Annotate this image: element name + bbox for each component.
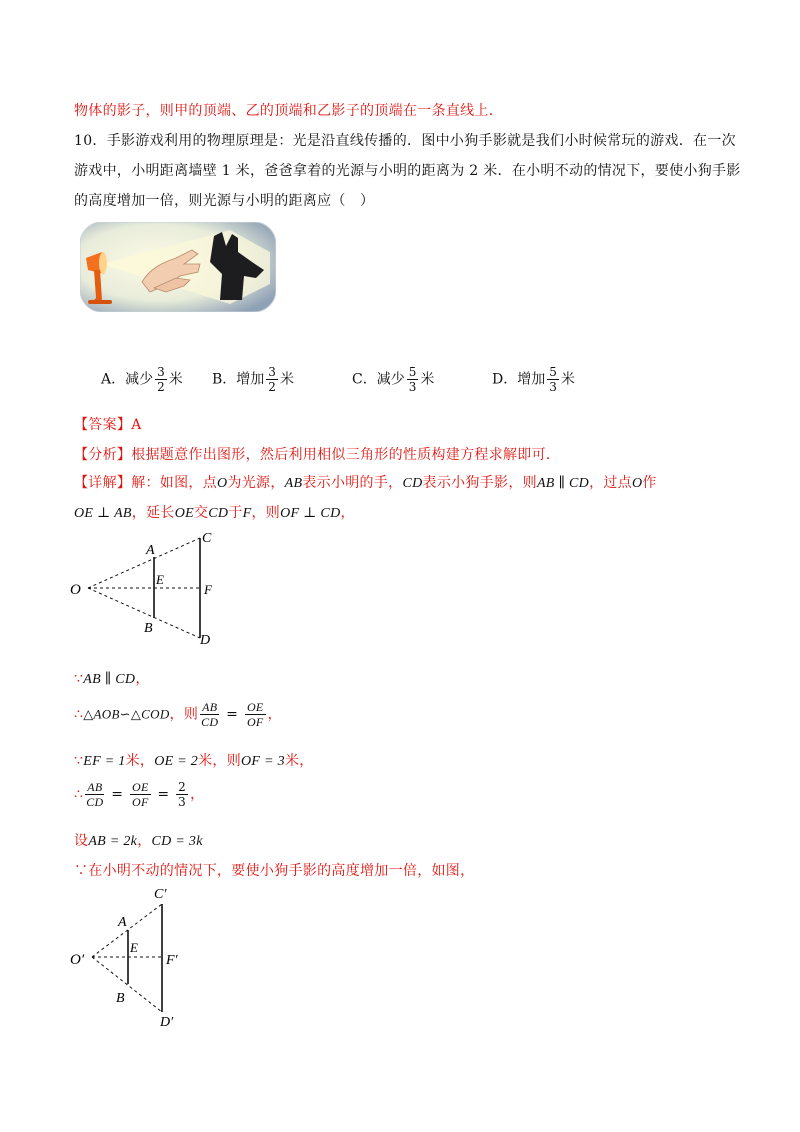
option-b-unit: 米 <box>279 371 294 388</box>
option-d-num: 5 <box>549 365 557 379</box>
step-text: ， <box>135 671 150 687</box>
math-perp-oe-ab: OE ⊥ AB <box>74 506 132 521</box>
step-text: 设 <box>74 833 89 849</box>
label-f: F <box>204 582 212 597</box>
frac-num: 2 <box>178 780 187 794</box>
option-d-label: D．增加 <box>492 371 546 388</box>
detail-text: ，延长 <box>131 505 175 521</box>
math-cd: CD <box>402 476 423 491</box>
label-a: A <box>118 915 127 930</box>
option-c-num: 5 <box>408 365 417 379</box>
math-o: O <box>217 476 228 491</box>
label-e: E <box>130 940 138 955</box>
detail-text: 表示小狗手影，则 <box>422 475 537 491</box>
question-line-3: 的高度增加一倍，则光源与小明的距离应（ ） <box>74 193 375 209</box>
step-text: ， <box>267 706 282 723</box>
detail-text: 作 <box>642 475 657 491</box>
analysis-tag: 【分析】 <box>74 447 132 463</box>
math-oe: OE = 2 <box>154 754 199 769</box>
detail-tag: 【详解】 <box>74 475 132 491</box>
frac-num: OE <box>132 780 149 794</box>
triangle-diagram-2 <box>66 884 206 1032</box>
option-a-unit: 米 <box>168 371 183 388</box>
frac-num: AB <box>87 780 103 794</box>
math-parallel: AB ∥ CD <box>83 672 136 687</box>
detail-text: ， <box>340 505 355 521</box>
answer-value: A <box>131 417 142 433</box>
analysis-text: 根据题意作出图形，然后利用相似三角形的性质构建方程求解即可． <box>131 447 561 463</box>
question-line-1 <box>74 130 736 150</box>
lamp-dog-shadow-icon <box>80 222 276 312</box>
detail-text: 为光源， <box>227 475 285 491</box>
option-a[interactable] <box>101 365 183 394</box>
label-f-prime: F′ <box>166 953 178 968</box>
answer-tag: 【答案】 <box>74 417 132 433</box>
detail-text: 解：如图，点 <box>131 475 218 491</box>
step-text: 米， <box>125 753 155 769</box>
math-f: F <box>242 506 252 521</box>
detail-text: 表示小明的手， <box>302 475 403 491</box>
detail-line-1 <box>74 472 657 492</box>
option-b-num: 3 <box>268 365 276 379</box>
frac-num: OE <box>246 700 264 714</box>
math-cd: CD <box>208 506 229 521</box>
math-perp-of-cd: OF ⊥ CD <box>280 506 341 521</box>
analysis-line <box>74 444 560 464</box>
detail-line-2 <box>74 502 355 522</box>
frac-den: 3 <box>178 795 187 809</box>
step-text: 米，则 <box>198 753 242 769</box>
step-text: ，则 <box>169 706 199 723</box>
label-d: D <box>200 633 211 648</box>
label-b: B <box>144 621 153 636</box>
step-text: ， <box>137 833 152 849</box>
label-c: C <box>202 531 212 546</box>
math-parallel: AB ∥ CD <box>536 476 590 491</box>
question-line-2: 游戏中，小明距离墙壁 1 米，爸爸拿着的光源与小明的距离为 2 米．在小明不动的情况下，要使小狗手影 <box>74 163 741 179</box>
label-c-prime: C′ <box>154 887 167 902</box>
detail-text: ，过点 <box>589 475 632 491</box>
math-o: O <box>631 476 643 491</box>
label-e: E <box>156 572 164 587</box>
step-text: ， <box>190 786 205 803</box>
label-b: B <box>116 991 125 1006</box>
intro-line: 物体的影子，则甲的顶端、乙的顶端和乙影子的顶端在一条直线上． <box>74 103 503 119</box>
option-b[interactable] <box>212 365 294 394</box>
question-text-1: 手影游戏利用的物理原理是：光是沿直线传播的．图中小狗手影就是我们小时候常玩的游戏．在一次 <box>106 133 736 149</box>
math-ab: AB <box>284 476 303 491</box>
frac-den: OF <box>132 795 149 809</box>
option-c-den: 3 <box>408 380 417 394</box>
option-a-fraction <box>155 365 167 394</box>
fraction-2-3 <box>176 780 188 809</box>
math-ef: EF = 1 <box>83 754 126 769</box>
math-oe: OE <box>174 506 194 521</box>
option-b-label: B．增加 <box>212 371 265 388</box>
frac-den: CD <box>86 795 104 809</box>
because-symbol: ∵ <box>74 753 84 769</box>
frac-num: AB <box>202 700 218 714</box>
option-c-label: C．减少 <box>352 371 405 388</box>
question-number: 10． <box>74 133 107 149</box>
step-2: ∴△AOB∽△COD，则 $\frac{AB}{CD}$ = $\frac{OE}{OF}$ ， <box>74 700 282 729</box>
math-cd-3k: CD = 3k <box>151 834 203 849</box>
therefore-symbol: ∴ <box>74 706 84 723</box>
math-similar-triangles: △AOB∽△COD <box>83 706 170 722</box>
option-a-label: A．减少 <box>101 371 154 388</box>
option-c[interactable] <box>352 365 434 394</box>
option-b-fraction <box>266 365 278 394</box>
label-o-prime: O′ <box>70 952 85 968</box>
therefore-symbol: ∴ <box>74 786 84 803</box>
option-d-unit: 米 <box>560 371 575 388</box>
detail-text: 于 <box>228 505 243 521</box>
detail-text: ，则 <box>251 505 281 521</box>
frac-den: OF <box>246 715 264 729</box>
step-4: ∴ $\frac{AB}{CD}$ = $\frac{OE}{OF}$ = $\frac{2}{3}$ ， <box>74 780 205 809</box>
option-a-den: 2 <box>157 380 165 394</box>
because-symbol: ∵ <box>74 671 84 687</box>
option-d[interactable] <box>492 365 575 394</box>
option-a-num: 3 <box>157 365 165 379</box>
fraction-oe-of <box>130 780 151 809</box>
step-1 <box>74 668 150 688</box>
option-d-fraction <box>547 365 559 394</box>
label-d-prime: D′ <box>160 1015 174 1030</box>
fraction-ab-cd <box>200 700 219 729</box>
step-text: 米， <box>284 753 314 769</box>
label-o: O <box>70 582 81 598</box>
step-3 <box>74 750 314 770</box>
frac-den: CD <box>201 715 219 729</box>
math-of: OF = 3 <box>241 754 285 769</box>
answer-line <box>74 414 142 434</box>
triangle-diagram-1 <box>66 528 226 648</box>
option-d-den: 3 <box>549 380 557 394</box>
math-ab-2k: AB = 2k <box>88 834 138 849</box>
hand-shadow-illustration <box>80 222 276 312</box>
fraction-ab-cd <box>85 780 104 809</box>
option-c-fraction <box>407 365 419 394</box>
step-6: ∵在小明不动的情况下，要使小狗手影的高度增加一倍，如图， <box>74 863 475 879</box>
option-c-unit: 米 <box>420 371 435 388</box>
fraction-oe-of <box>245 700 266 729</box>
option-b-den: 2 <box>268 380 276 394</box>
label-a: A <box>146 543 155 558</box>
detail-text: 交 <box>193 505 209 521</box>
step-5 <box>74 830 203 850</box>
